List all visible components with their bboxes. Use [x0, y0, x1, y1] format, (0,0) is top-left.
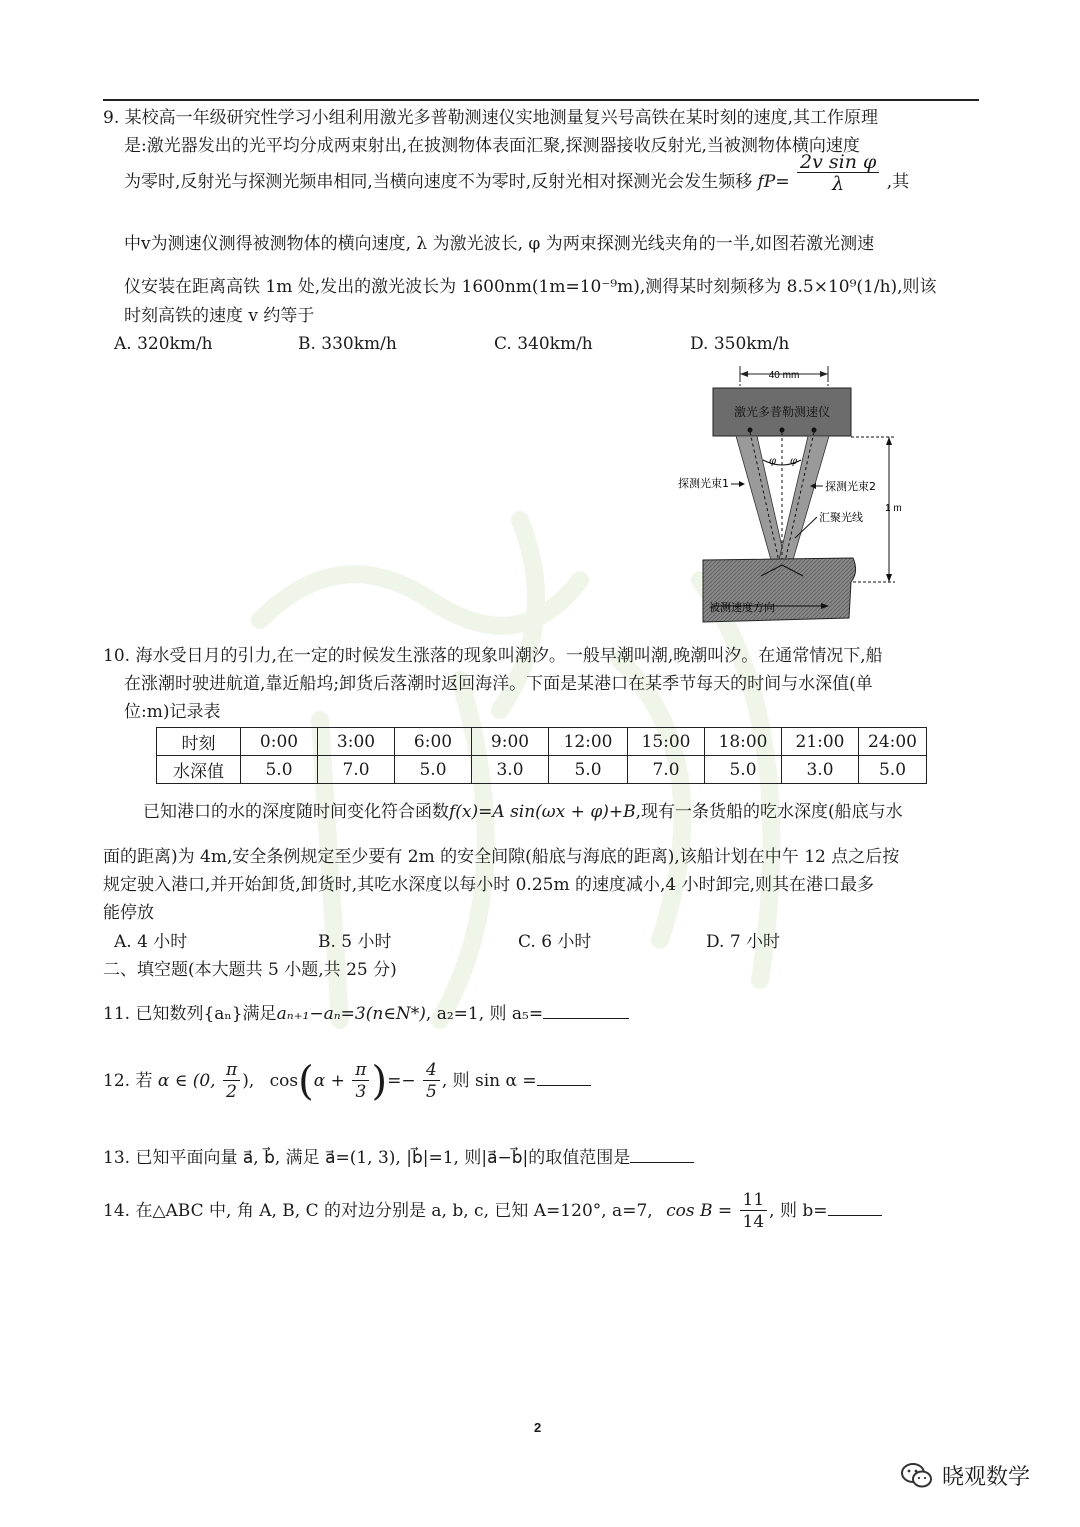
- table-cell: 3:00: [318, 728, 395, 756]
- q12: 12. 若 α ∈ (0, $\frac{\pi}{2}$ ), cos(α + $\frac{\pi}{3}$ )=− $\frac{4}{5}$ , 则 sin α =: [103, 1058, 591, 1105]
- q11-answer-blank: [543, 1000, 629, 1019]
- q12-answer-blank: [537, 1067, 591, 1086]
- section-heading: 二、填空题(本大题共 5 小题,共 25 分): [103, 960, 397, 980]
- q10-line4: [143, 800, 903, 824]
- q14-text: 14. 在△ABC 中, 角 A, B, C 的对边分别是 a, b, c, 已知 A=120°, a=7,: [103, 1201, 653, 1221]
- fraction-denominator: 5: [425, 1082, 437, 1102]
- table-row: [157, 756, 927, 784]
- device-label: 激光多普勒测速仪: [733, 405, 831, 419]
- q10-line5: 面的距离)为 4m,安全条例规定至少要有 2m 的安全间隙(船底与海底的距离),该船计划在中午 12 点之后按: [103, 847, 900, 867]
- q10-line4-text: 已知港口的水的深度随时间变化符合函数: [143, 802, 449, 822]
- table-cell: 6:00: [395, 728, 472, 756]
- table-cell: 5.0: [241, 756, 318, 784]
- q10-option-d: D. 7 小时: [706, 932, 781, 952]
- tide-function-formula: f(x)=A sin(ωx + φ)+B: [449, 802, 636, 822]
- q14-answer-blank: [828, 1197, 882, 1216]
- q9-option-a: A. 320km/h: [114, 334, 213, 354]
- close-paren: ): [371, 1058, 388, 1105]
- q10-line3: 位:m)记录表: [124, 702, 221, 722]
- q12-text: 12. 若: [103, 1071, 153, 1091]
- fraction-numerator: π: [352, 1060, 369, 1081]
- angle-phi-right: φ: [790, 456, 798, 467]
- table-cell: 0:00: [241, 728, 318, 756]
- top-rule: [103, 99, 979, 101]
- q9-line4: 中v为测速仪测得被测物体的横向速度, λ 为激光波长, φ 为两束探测光线夹角的一半,如图若激光测速: [124, 234, 875, 254]
- pi-over-three: [352, 1060, 369, 1103]
- width-label: 40 mm: [768, 370, 800, 381]
- q10-option-a: A. 4 小时: [114, 932, 188, 952]
- q10-line4-tail: ,现有一条货船的吃水深度(船底与水: [635, 802, 903, 822]
- table-cell: 5.0: [395, 756, 472, 784]
- fraction-denominator: 2: [226, 1082, 237, 1102]
- tide-table: [156, 727, 927, 784]
- eleven-fourteenths: [740, 1190, 768, 1233]
- angle-phi-left: φ: [769, 456, 777, 467]
- q11: [103, 1000, 629, 1026]
- fraction-numerator: 11: [740, 1190, 768, 1211]
- four-fifths: [423, 1060, 440, 1103]
- table-cell: 21:00: [782, 728, 859, 756]
- q14: [103, 1190, 882, 1233]
- converge-label: 汇聚光线: [819, 511, 863, 524]
- q11-text: 11. 已知数列{aₙ}满足: [103, 1004, 277, 1024]
- q9-option-b: B. 330km/h: [298, 334, 397, 354]
- q9-option-c: C. 340km/h: [494, 334, 593, 354]
- q12-inner: α +: [313, 1071, 345, 1091]
- q9-line3-text: 为零时,反射光与探测光频串相同,当横向速度不为零时,反射光相对探测光会发生频移: [124, 172, 753, 192]
- q12-equals: =−: [387, 1071, 416, 1091]
- table-cell: 18:00: [705, 728, 782, 756]
- wechat-logo: [900, 1460, 1030, 1491]
- q13: [103, 1144, 694, 1170]
- q9-line3: [124, 151, 910, 195]
- q10-option-b: B. 5 小时: [318, 932, 392, 952]
- table-cell: 5.0: [549, 756, 628, 784]
- table-header-row: [157, 728, 927, 756]
- distance-label: 1 m: [885, 503, 902, 514]
- q10-line6: 规定驶入港口,并开始卸货,卸货时,其吃水深度以每小时 0.25m 的速度减小,4 小时卸完,则其在港口最多: [103, 875, 875, 895]
- fraction-denominator: λ: [832, 173, 845, 195]
- q12-tail: , 则 sin α =: [441, 1071, 537, 1091]
- beam2-label: 探测光束2: [825, 480, 876, 493]
- q9-line2: 是:激光器发出的光平均分成两束射出,在披测物体表面汇聚,探测器接收反射光,当被测物体横向速度: [124, 136, 860, 156]
- q12-alpha-range: α ∈ (0,: [157, 1071, 216, 1091]
- frequency-shift-fraction: [797, 152, 879, 195]
- q9-line3-tail: ,其: [886, 172, 910, 192]
- beam1-label: 探测光束1: [678, 477, 729, 490]
- fraction-numerator: 4: [423, 1060, 440, 1081]
- q9-option-d: D. 350km/h: [690, 334, 790, 354]
- q10-option-c: C. 6 小时: [518, 932, 592, 952]
- fraction-denominator: 3: [355, 1082, 367, 1102]
- table-cell: 15:00: [628, 728, 705, 756]
- fraction-numerator: 2v sin φ: [797, 152, 879, 173]
- q9-line5: 仪安装在距离高铁 1m 处,发出的激光波长为 1600nm(1m=10⁻⁹m),测得某时刻频移为 8.5×10⁹(1/h),则该: [124, 277, 937, 297]
- table-cell: 5.0: [859, 756, 927, 784]
- wechat-icon: [900, 1461, 934, 1491]
- q11-formula: aₙ₊₁−aₙ=3(n∈N*): [276, 1004, 426, 1024]
- frequency-shift-symbol: fP=: [757, 172, 790, 192]
- pi-over-two: [223, 1060, 240, 1103]
- q14-tail: , 则 b=: [769, 1201, 828, 1221]
- q10-line1: 10. 海水受日月的引力,在一定的时候发生涨落的现象叫潮汐。一般早潮叫潮,晚潮叫汐。在通常情况下,船: [103, 646, 883, 666]
- table-cell: 3.0: [782, 756, 859, 784]
- table-cell: 5.0: [705, 756, 782, 784]
- logo-text: 晓观数学: [942, 1465, 1031, 1490]
- cos-label: cos: [269, 1071, 299, 1091]
- table-cell: 9:00: [472, 728, 549, 756]
- table-cell: 水深值: [157, 756, 241, 784]
- laser-doppler-figure: [673, 360, 903, 626]
- q9-line6: 时刻高铁的速度 v 约等于: [124, 306, 315, 326]
- table-cell: 12:00: [549, 728, 628, 756]
- fraction-numerator: π: [223, 1060, 240, 1081]
- q13-text: 13. 已知平面向量 a⃗, b⃗, 满足 a⃗=(1, 3), |b⃗|=1, 则|a⃗−b⃗|的取值范围是: [103, 1148, 631, 1168]
- page-number: 2: [534, 1420, 542, 1435]
- table-cell: 时刻: [157, 728, 241, 756]
- object-direction-label: 被测速度方向: [709, 601, 775, 614]
- table-cell: 7.0: [628, 756, 705, 784]
- table-cell: 24:00: [859, 728, 927, 756]
- q9-line1: 9. 某校高一年级研究性学习小组利用激光多普勒测速仪实地测量复兴号高铁在某时刻的速度,其工作原理: [103, 108, 879, 128]
- q11-tail: , a₂=1, 则 a₅=: [425, 1004, 544, 1024]
- open-paren: (: [298, 1058, 314, 1105]
- table-cell: 7.0: [318, 756, 395, 784]
- cos-b-label: cos B =: [666, 1201, 733, 1221]
- table-cell: 3.0: [472, 756, 549, 784]
- fraction-denominator: 14: [742, 1212, 765, 1232]
- q10-line2: 在涨潮时驶进航道,靠近船坞;卸货后落潮时返回海洋。下面是某港口在某季节每天的时间与水深值(单: [124, 674, 873, 694]
- q13-answer-blank: [630, 1144, 694, 1163]
- q10-line7: 能停放: [103, 903, 154, 923]
